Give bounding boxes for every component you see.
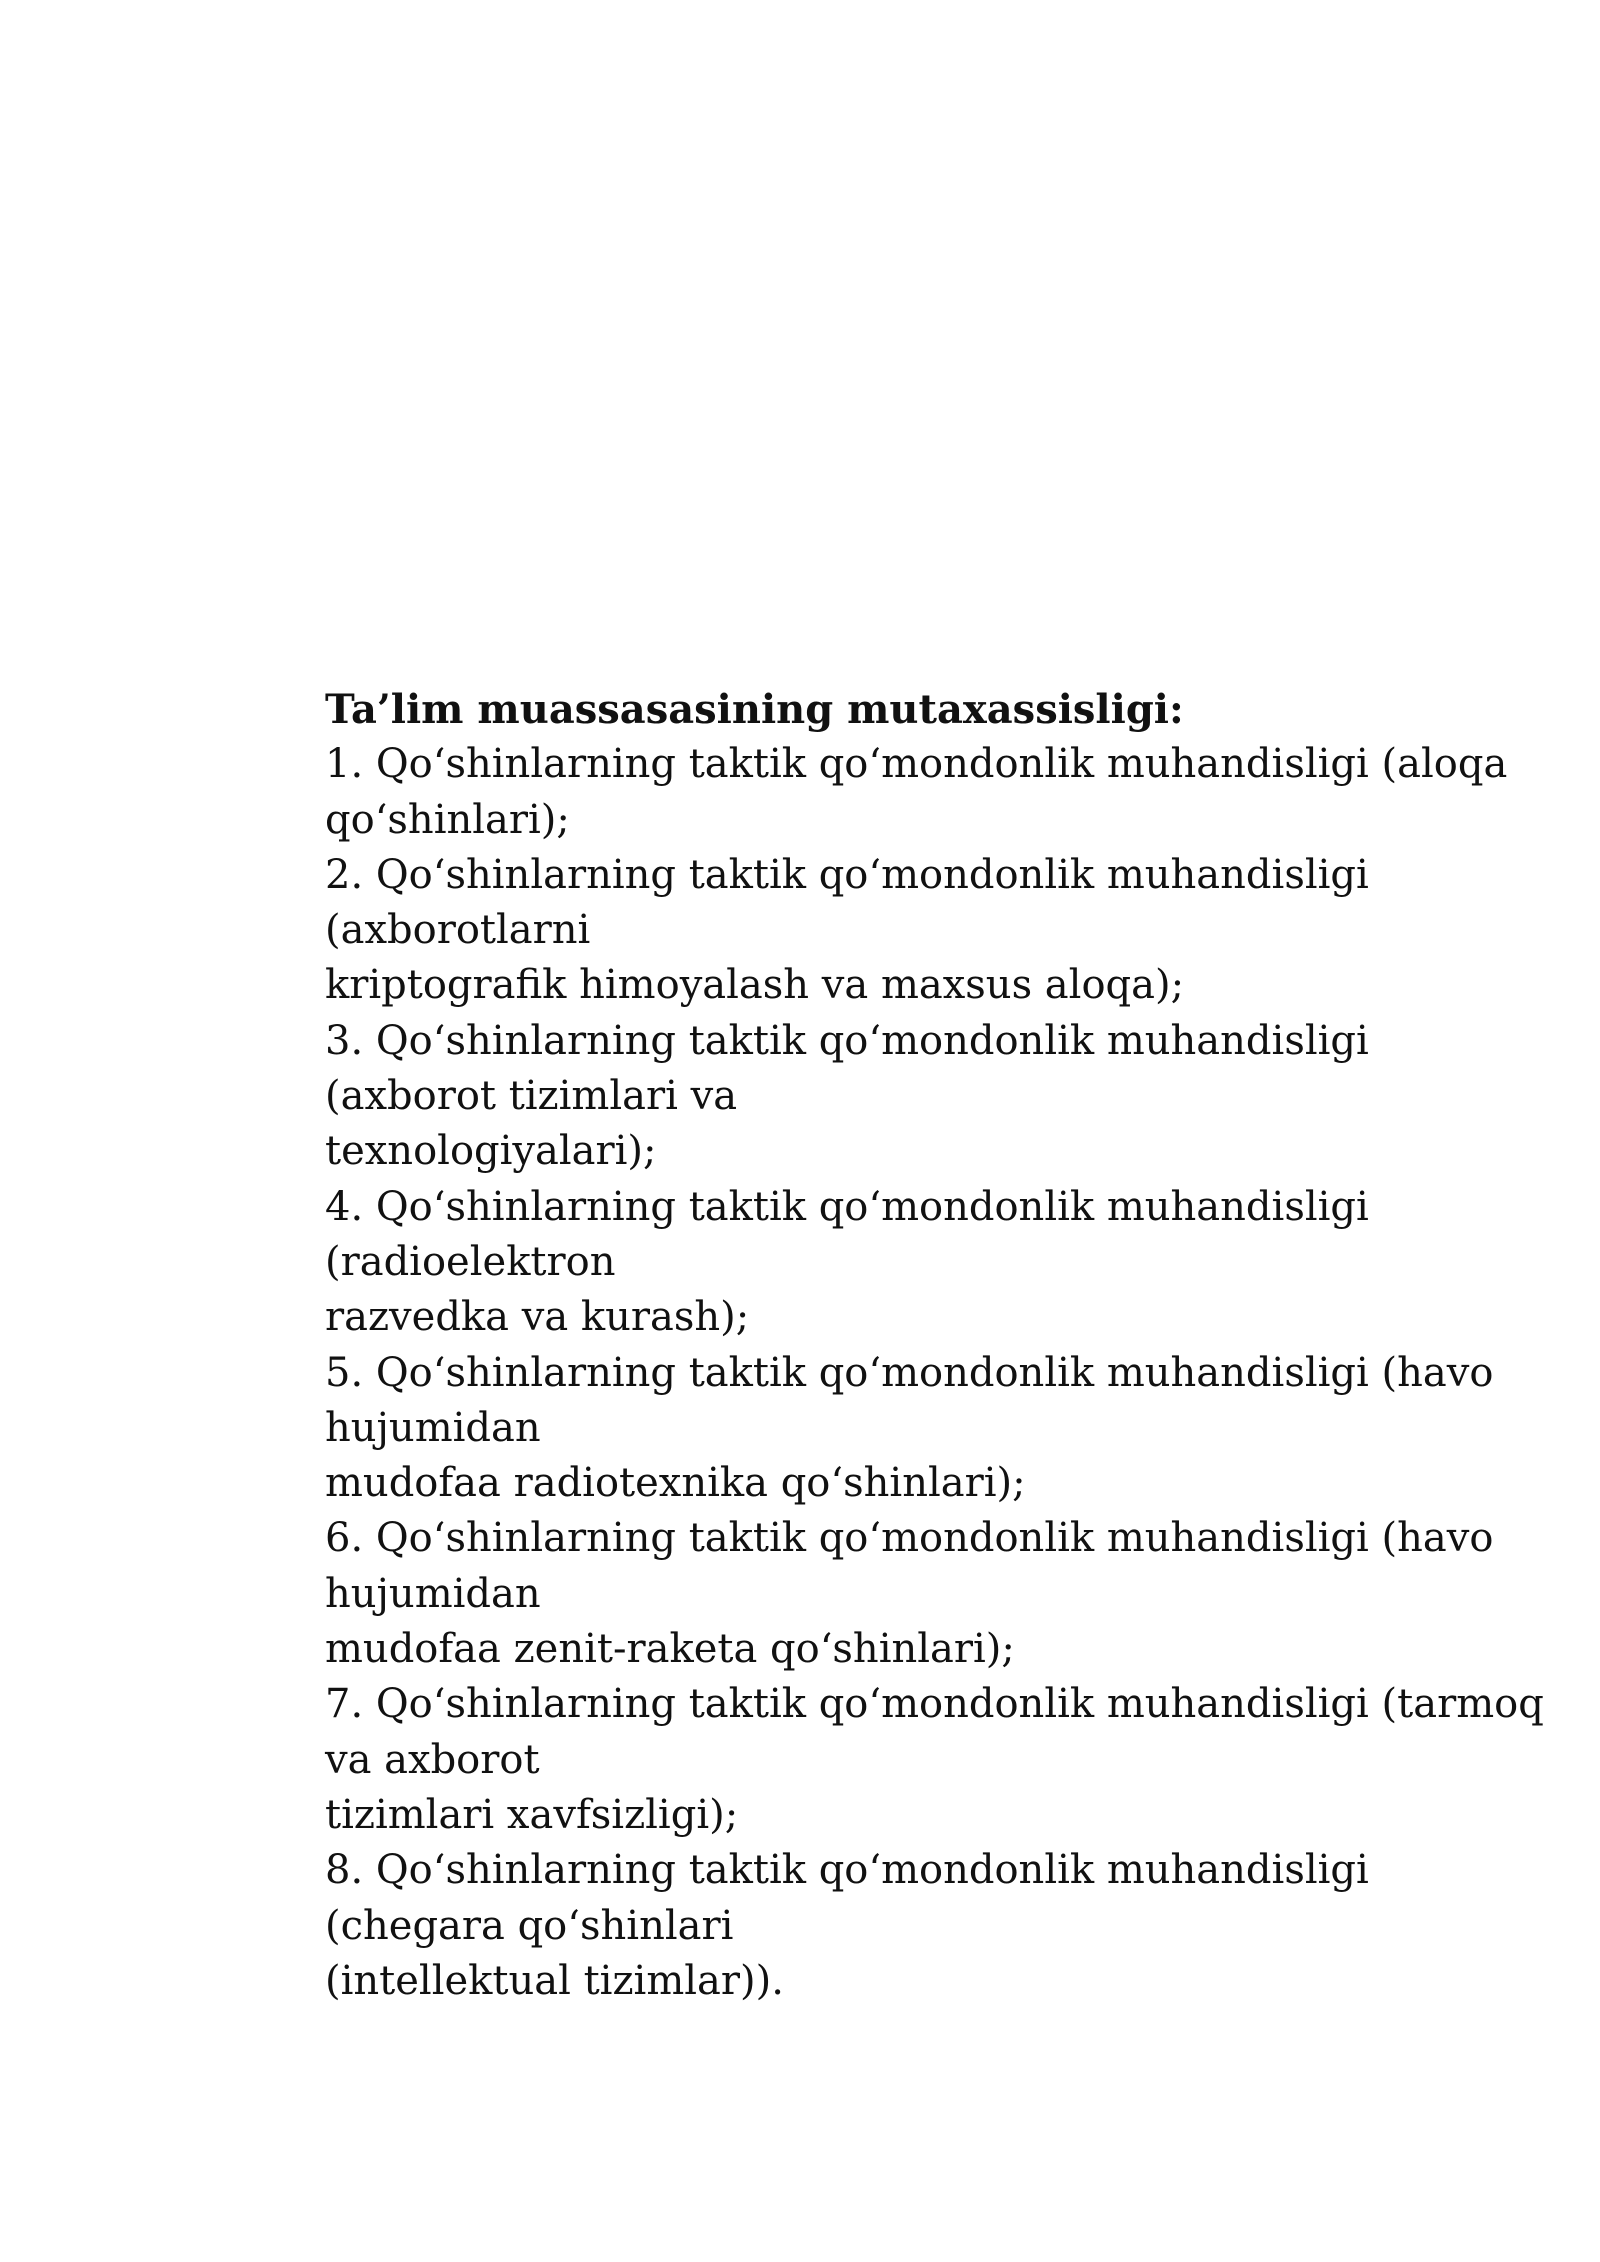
text-line: va axborot xyxy=(325,1736,540,1783)
text-line: 2. Qo‘shinlarning taktik qo‘mondonlik muhandisligi xyxy=(325,851,1369,898)
text-line: 5. Qo‘shinlarning taktik qo‘mondonlik muhandisligi (havo xyxy=(325,1349,1494,1396)
text-line: 8. Qo‘shinlarning taktik qo‘mondonlik muhandisligi xyxy=(325,1847,1369,1894)
text-line: qo‘shinlari); xyxy=(325,796,570,843)
text-line: (axborot tizimlari va xyxy=(325,1073,738,1120)
text-line: mudofaa radiotexnika qo‘shinlari); xyxy=(325,1460,1026,1507)
text-line: 7. Qo‘shinlarning taktik qo‘mondonlik muhandisligi (tarmoq xyxy=(325,1681,1544,1728)
text-line: 1. Qo‘shinlarning taktik qo‘mondonlik muhandisligi (aloqa xyxy=(325,741,1508,788)
text-line: (intellektual tizimlar)). xyxy=(325,1957,784,2004)
text-line: hujumidan xyxy=(325,1570,541,1617)
text-line: texnologiyalari); xyxy=(325,1128,657,1175)
text-line: (radioelektron xyxy=(325,1238,616,1285)
text-line: tizimlari xavfsizligi); xyxy=(325,1791,739,1838)
text-line: (axborotlarni xyxy=(325,907,591,954)
text-line: kriptografik himoyalash va maxsus aloqa); xyxy=(325,962,1185,1009)
text-line: mudofaa zenit-raketa qo‘shinlari); xyxy=(325,1626,1015,1673)
section-heading: Ta’lim muassasasining mutaxassisligi: xyxy=(325,686,1184,733)
text-line: 4. Qo‘shinlarning taktik qo‘mondonlik muhandisligi xyxy=(325,1183,1369,1230)
text-line: 3. Qo‘shinlarning taktik qo‘mondonlik muhandisligi xyxy=(325,1017,1369,1064)
text-line: (chegara qo‘shinlari xyxy=(325,1902,734,1949)
specialization-text-block xyxy=(325,682,1565,2009)
text-line: razvedka va kurash); xyxy=(325,1294,750,1341)
text-line: 6. Qo‘shinlarning taktik qo‘mondonlik muhandisligi (havo xyxy=(325,1515,1494,1562)
text-line: hujumidan xyxy=(325,1404,541,1451)
